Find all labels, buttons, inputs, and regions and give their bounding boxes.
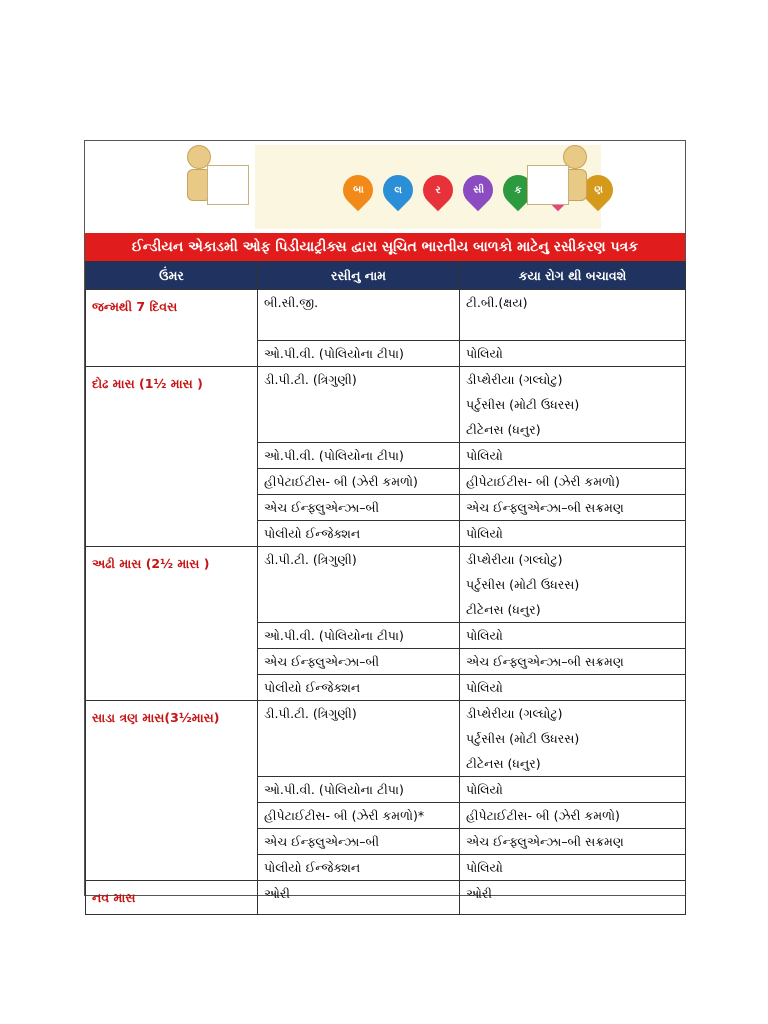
age-cell: અઢી માસ (2½ માસ )	[86, 547, 258, 701]
vaccine-name: એચ ઈન્ફ્લુએન્ઝા–બી	[264, 834, 380, 849]
banner	[85, 141, 685, 233]
disease-name: ટી.બી.(ક્ષય)	[466, 295, 528, 310]
vaccine-name: પોલીયો ઈન્જેક્શન	[264, 526, 361, 541]
vaccine-cell	[258, 777, 460, 803]
age-cell: નવ માસ	[86, 881, 258, 915]
vaccine-cell	[258, 701, 460, 777]
vaccine-name: ઓ.પી.વી. (પોલિયોના ટીપા)	[264, 782, 404, 797]
age-cell: સાડા ત્રણ માસ(3½માસ)	[86, 701, 258, 881]
vaccine-name: હીપેટાઈટીસ- બી (ઝેરી કમળો)	[264, 474, 418, 489]
disease-cell	[460, 443, 686, 469]
disease-name: પોલિયો	[466, 860, 503, 875]
header-vaccine: રસીનુ નામ	[258, 262, 460, 290]
vaccination-table	[85, 261, 686, 915]
disease-name: ડીપ્થેરીયા (ગલ્ઘોટુ)	[466, 552, 563, 567]
banner-letter-drop	[377, 169, 419, 211]
table-row	[86, 367, 686, 443]
vaccine-cell	[258, 547, 460, 623]
disease-name: એચ ઈન્ફ્લુએન્ઝા–બી સક્રમણ	[466, 834, 624, 849]
disease-name: ડીપ્થેરીયા (ગલ્ઘોટુ)	[466, 706, 563, 721]
vaccination-sheet	[84, 140, 686, 905]
disease-cell	[460, 777, 686, 803]
vaccine-cell	[258, 649, 460, 675]
vaccine-cell	[258, 855, 460, 881]
vaccine-name: ઓ.પી.વી. (પોલિયોના ટીપા)	[264, 346, 404, 361]
table-row	[86, 290, 686, 341]
banner-letter-drop	[417, 169, 459, 211]
vaccine-name: ડી.પી.ટી. (ત્રિગુણી)	[264, 372, 357, 387]
vaccine-name: પોલીયો ઈન્જેક્શન	[264, 680, 361, 695]
disease-cell	[460, 521, 686, 547]
disease-cell	[460, 623, 686, 649]
table-row	[86, 547, 686, 623]
vaccine-name: એચ ઈન્ફ્લુએન્ઝા–બી	[264, 500, 380, 515]
disease-name: એચ ઈન્ફ્લુએન્ઝા–બી સક્રમણ	[466, 500, 624, 515]
disease-cell	[460, 855, 686, 881]
disease-cell	[460, 803, 686, 829]
disease-cell	[460, 547, 686, 623]
disease-name: પોલિયો	[466, 782, 503, 797]
vaccine-name: ઓ.પી.વી. (પોલિયોના ટીપા)	[264, 628, 404, 643]
vaccine-cell	[258, 803, 460, 829]
left-figure-illustration	[171, 145, 229, 229]
disease-name: ટીટેનસ (ધનુર)	[466, 422, 541, 437]
age-cell: જન્મથી 7 દિવસ	[86, 290, 258, 367]
vaccine-cell	[258, 881, 460, 915]
vaccine-cell	[258, 495, 460, 521]
vaccine-cell	[258, 521, 460, 547]
header-age: ઉંમર	[86, 262, 258, 290]
vaccine-name: પોલીયો ઈન્જેક્શન	[264, 860, 361, 875]
vaccine-name: એચ ઈન્ફ્લુએન્ઝા–બી	[264, 654, 380, 669]
disease-name: હીપેટાઈટીસ- બી (ઝેરી કમળો)	[466, 474, 620, 489]
disease-name: ટીટેનસ (ધનુર)	[466, 756, 541, 771]
age-cell: દોઢ માસ (1½ માસ )	[86, 367, 258, 547]
disease-name: ઓરી	[466, 886, 492, 901]
disease-name: પર્ટુસીસ (મોટી ઉધરસ)	[466, 577, 580, 592]
vaccine-cell	[258, 623, 460, 649]
banner-letter: લ	[394, 184, 402, 196]
disease-name: પોલિયો	[466, 628, 503, 643]
disease-name: પર્ટુસીસ (મોટી ઉધરસ)	[466, 731, 580, 746]
disease-name: પોલિયો	[466, 346, 503, 361]
banner-letter: સી	[472, 184, 484, 196]
vaccine-name: ઓ.પી.વી. (પોલિયોના ટીપા)	[264, 448, 404, 463]
vaccine-name: બી.સી.જી.	[264, 295, 319, 310]
banner-letter: ર	[435, 184, 441, 196]
vaccine-name: હીપેટાઈટીસ- બી (ઝેરી કમળો)*	[264, 808, 425, 823]
disease-cell	[460, 495, 686, 521]
vaccine-cell	[258, 675, 460, 701]
banner-letter-drop	[457, 169, 499, 211]
sheet-title: ઈન્ડીયન એકાડમી ઓફ પિડીયાટ્રીક્સ દ્વારા સૂચિત ભારતીય બાળકો માટેનુ રસીકરણ પત્રક	[85, 233, 685, 261]
banner-letter-drop	[337, 169, 379, 211]
disease-cell	[460, 675, 686, 701]
vaccine-cell	[258, 290, 460, 341]
disease-cell	[460, 701, 686, 777]
vaccine-cell	[258, 367, 460, 443]
banner-letter: ણ	[593, 184, 603, 196]
disease-name: ટીટેનસ (ધનુર)	[466, 602, 541, 617]
disease-name: પર્ટુસીસ (મોટી ઉધરસ)	[466, 397, 580, 412]
vaccine-name: ડી.પી.ટી. (ત્રિગુણી)	[264, 706, 357, 721]
header-disease: કયા રોગ થી બચાવશે	[460, 262, 686, 290]
disease-cell	[460, 469, 686, 495]
disease-name: પોલિયો	[466, 526, 503, 541]
table-row	[86, 881, 686, 915]
right-figure-illustration	[543, 145, 601, 229]
disease-name: એચ ઈન્ફ્લુએન્ઝા–બી સક્રમણ	[466, 654, 624, 669]
vaccine-cell	[258, 341, 460, 367]
table-header-row	[86, 262, 686, 290]
disease-name: ડીપ્થેરીયા (ગલ્ઘોટુ)	[466, 372, 563, 387]
vaccine-name: ડી.પી.ટી. (ત્રિગુણી)	[264, 552, 357, 567]
vaccine-cell	[258, 469, 460, 495]
disease-cell	[460, 290, 686, 341]
disease-name: પોલિયો	[466, 448, 503, 463]
disease-cell	[460, 341, 686, 367]
disease-cell	[460, 881, 686, 915]
disease-cell	[460, 367, 686, 443]
disease-cell	[460, 829, 686, 855]
vaccine-cell	[258, 829, 460, 855]
vaccine-name: ઓરી	[264, 886, 290, 901]
disease-cell	[460, 649, 686, 675]
disease-name: હીપેટાઈટીસ- બી (ઝેરી કમળો)	[466, 808, 620, 823]
disease-name: પોલિયો	[466, 680, 503, 695]
table-row	[86, 701, 686, 777]
banner-letter: બા	[352, 184, 364, 196]
banner-letter: ક	[514, 184, 522, 196]
vaccine-cell	[258, 443, 460, 469]
